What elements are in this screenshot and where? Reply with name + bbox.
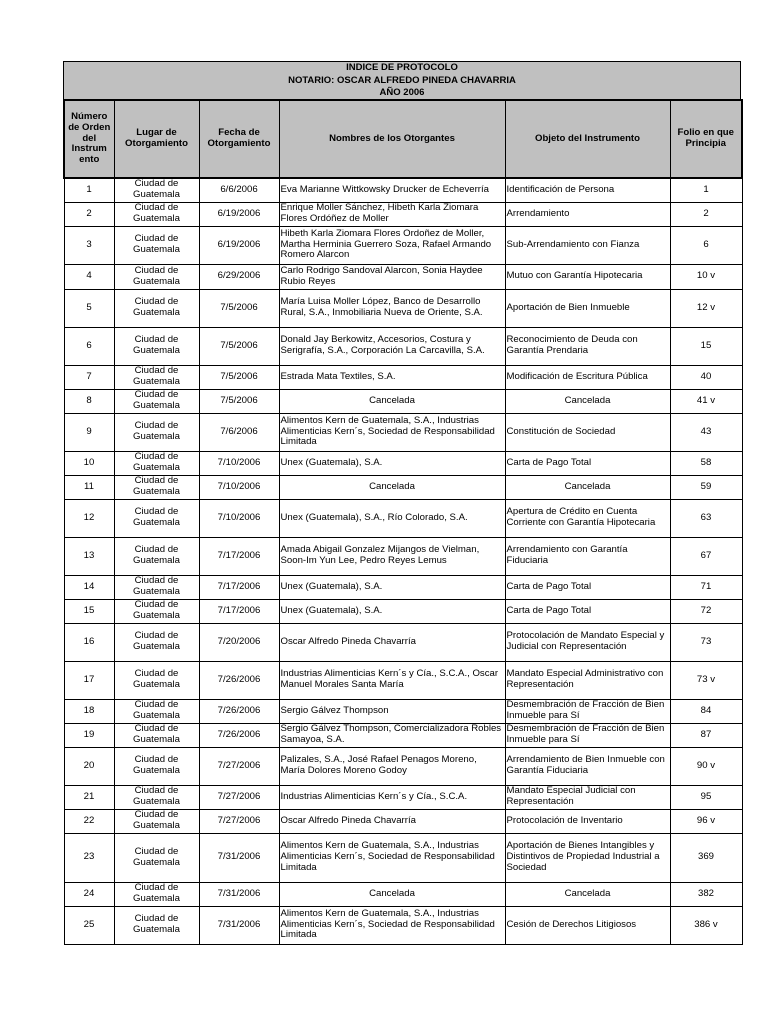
cell-lugar: Ciudad de Guatemala bbox=[114, 661, 199, 699]
table-row bbox=[64, 575, 742, 599]
table-row bbox=[64, 327, 742, 365]
cell-otorgantes: Alimentos Kern de Guatemala, S.A., Industrias Alimenticias Kern´s, Sociedad de Responsabilidad Limitada bbox=[279, 413, 505, 451]
table-row bbox=[64, 747, 742, 785]
table-row bbox=[64, 475, 742, 499]
cell-folio: 63 bbox=[670, 499, 742, 537]
cell-lugar: Ciudad de Guatemala bbox=[114, 475, 199, 499]
cell-objeto: Carta de Pago Total bbox=[505, 451, 670, 475]
cell-fecha: 7/5/2006 bbox=[199, 289, 279, 327]
cell-folio: 1 bbox=[670, 178, 742, 202]
table-row bbox=[64, 785, 742, 809]
cell-folio: 95 bbox=[670, 785, 742, 809]
cell-lugar: Ciudad de Guatemala bbox=[114, 389, 199, 413]
cell-numero: 22 bbox=[64, 809, 114, 833]
cell-numero: 6 bbox=[64, 327, 114, 365]
cell-fecha: 7/31/2006 bbox=[199, 882, 279, 906]
cell-lugar: Ciudad de Guatemala bbox=[114, 785, 199, 809]
cell-otorgantes: Cancelada bbox=[279, 389, 505, 413]
cell-folio: 73 v bbox=[670, 661, 742, 699]
cell-folio: 10 v bbox=[670, 264, 742, 289]
table-body bbox=[64, 178, 742, 944]
cell-numero: 1 bbox=[64, 178, 114, 202]
cell-folio: 43 bbox=[670, 413, 742, 451]
cell-lugar: Ciudad de Guatemala bbox=[114, 723, 199, 747]
title-line-1: INDICE DE PROTOCOLO bbox=[346, 62, 458, 73]
cell-objeto: Protocolación de Inventario bbox=[505, 809, 670, 833]
cell-fecha: 7/5/2006 bbox=[199, 365, 279, 389]
cell-lugar: Ciudad de Guatemala bbox=[114, 906, 199, 944]
cell-folio: 382 bbox=[670, 882, 742, 906]
table-row bbox=[64, 699, 742, 723]
cell-lugar: Ciudad de Guatemala bbox=[114, 809, 199, 833]
cell-fecha: 7/27/2006 bbox=[199, 747, 279, 785]
title-line-3: AÑO 2006 bbox=[379, 87, 425, 98]
table-row bbox=[64, 623, 742, 661]
table-row bbox=[64, 202, 742, 226]
col-header-otorgantes: Nombres de los Otorgantes bbox=[279, 100, 505, 178]
cell-lugar: Ciudad de Guatemala bbox=[114, 264, 199, 289]
cell-fecha: 7/10/2006 bbox=[199, 451, 279, 475]
cell-objeto: Mutuo con Garantía Hipotecaria bbox=[505, 264, 670, 289]
cell-objeto: Identificación de Persona bbox=[505, 178, 670, 202]
cell-folio: 87 bbox=[670, 723, 742, 747]
cell-otorgantes: Sergio Gálvez Thompson bbox=[279, 699, 505, 723]
cell-otorgantes: Cancelada bbox=[279, 882, 505, 906]
cell-objeto: Cancelada bbox=[505, 882, 670, 906]
cell-objeto: Arrendamiento bbox=[505, 202, 670, 226]
cell-folio: 72 bbox=[670, 599, 742, 623]
table-row bbox=[64, 178, 742, 202]
cell-numero: 23 bbox=[64, 833, 114, 882]
cell-lugar: Ciudad de Guatemala bbox=[114, 882, 199, 906]
cell-folio: 41 v bbox=[670, 389, 742, 413]
cell-fecha: 6/6/2006 bbox=[199, 178, 279, 202]
cell-otorgantes: Eva Marianne Wittkowsky Drucker de Echeverría bbox=[279, 178, 505, 202]
cell-folio: 59 bbox=[670, 475, 742, 499]
cell-otorgantes: Unex (Guatemala), S.A., Río Colorado, S.A. bbox=[279, 499, 505, 537]
cell-numero: 4 bbox=[64, 264, 114, 289]
cell-numero: 24 bbox=[64, 882, 114, 906]
cell-lugar: Ciudad de Guatemala bbox=[114, 699, 199, 723]
cell-fecha: 7/17/2006 bbox=[199, 575, 279, 599]
table-row bbox=[64, 599, 742, 623]
cell-folio: 73 bbox=[670, 623, 742, 661]
cell-lugar: Ciudad de Guatemala bbox=[114, 226, 199, 264]
cell-numero: 13 bbox=[64, 537, 114, 575]
cell-folio: 40 bbox=[670, 365, 742, 389]
cell-numero: 14 bbox=[64, 575, 114, 599]
cell-numero: 18 bbox=[64, 699, 114, 723]
cell-otorgantes: Alimentos Kern de Guatemala, S.A., Industrias Alimenticias Kern´s, Sociedad de Responsabilidad Limitada bbox=[279, 833, 505, 882]
cell-fecha: 7/20/2006 bbox=[199, 623, 279, 661]
cell-lugar: Ciudad de Guatemala bbox=[114, 327, 199, 365]
col-header-lugar: Lugar de Otorgamiento bbox=[114, 100, 199, 178]
cell-fecha: 7/26/2006 bbox=[199, 661, 279, 699]
table-row bbox=[64, 723, 742, 747]
cell-objeto: Sub-Arrendamiento con Fianza bbox=[505, 226, 670, 264]
cell-folio: 6 bbox=[670, 226, 742, 264]
cell-folio: 71 bbox=[670, 575, 742, 599]
table-row bbox=[64, 833, 742, 882]
cell-otorgantes: Carlo Rodrigo Sandoval Alarcon, Sonia Haydee Rubio Reyes bbox=[279, 264, 505, 289]
protocol-table bbox=[63, 99, 743, 945]
cell-fecha: 7/27/2006 bbox=[199, 785, 279, 809]
cell-fecha: 7/5/2006 bbox=[199, 389, 279, 413]
cell-otorgantes: Oscar Alfredo Pineda Chavarría bbox=[279, 809, 505, 833]
table-row bbox=[64, 289, 742, 327]
col-header-fecha: Fecha de Otorgamiento bbox=[199, 100, 279, 178]
cell-fecha: 7/6/2006 bbox=[199, 413, 279, 451]
cell-lugar: Ciudad de Guatemala bbox=[114, 178, 199, 202]
cell-otorgantes: María Luisa Moller López, Banco de Desarrollo Rural, S.A., Inmobiliaria Nueva de Oriente, S.A. bbox=[279, 289, 505, 327]
cell-fecha: 7/31/2006 bbox=[199, 833, 279, 882]
cell-folio: 90 v bbox=[670, 747, 742, 785]
cell-otorgantes: Palizales, S.A., José Rafael Penagos Moreno, María Dolores Moreno Godoy bbox=[279, 747, 505, 785]
cell-objeto: Carta de Pago Total bbox=[505, 575, 670, 599]
cell-otorgantes: Industrias Alimenticias Kern´s y Cía., S.C.A., Oscar Manuel Morales Santa María bbox=[279, 661, 505, 699]
col-header-folio: Folio en que Principia bbox=[670, 100, 742, 178]
cell-numero: 7 bbox=[64, 365, 114, 389]
cell-lugar: Ciudad de Guatemala bbox=[114, 289, 199, 327]
cell-objeto: Mandato Especial Judicial con Representación bbox=[505, 785, 670, 809]
cell-otorgantes: Unex (Guatemala), S.A. bbox=[279, 575, 505, 599]
cell-objeto: Mandato Especial Administrativo con Representación bbox=[505, 661, 670, 699]
cell-objeto: Aportación de Bienes Intangibles y Distintivos de Propiedad Industrial a Sociedad bbox=[505, 833, 670, 882]
cell-numero: 9 bbox=[64, 413, 114, 451]
cell-numero: 16 bbox=[64, 623, 114, 661]
cell-lugar: Ciudad de Guatemala bbox=[114, 202, 199, 226]
cell-otorgantes: Oscar Alfredo Pineda Chavarría bbox=[279, 623, 505, 661]
cell-lugar: Ciudad de Guatemala bbox=[114, 451, 199, 475]
cell-fecha: 7/31/2006 bbox=[199, 906, 279, 944]
cell-otorgantes: Industrias Alimenticias Kern´s y Cía., S.C.A. bbox=[279, 785, 505, 809]
cell-objeto: Apertura de Crédito en Cuenta Corriente con Garantía Hipotecaria bbox=[505, 499, 670, 537]
col-header-objeto: Objeto del Instrumento bbox=[505, 100, 670, 178]
cell-folio: 2 bbox=[670, 202, 742, 226]
table-row bbox=[64, 882, 742, 906]
cell-objeto: Cancelada bbox=[505, 389, 670, 413]
cell-lugar: Ciudad de Guatemala bbox=[114, 413, 199, 451]
cell-numero: 2 bbox=[64, 202, 114, 226]
cell-objeto: Modificación de Escritura Pública bbox=[505, 365, 670, 389]
cell-numero: 12 bbox=[64, 499, 114, 537]
table-row bbox=[64, 389, 742, 413]
cell-otorgantes: Sergio Gálvez Thompson, Comercializadora Robles Samayoa, S.A. bbox=[279, 723, 505, 747]
cell-folio: 58 bbox=[670, 451, 742, 475]
cell-numero: 5 bbox=[64, 289, 114, 327]
cell-fecha: 7/17/2006 bbox=[199, 599, 279, 623]
cell-folio: 386 v bbox=[670, 906, 742, 944]
cell-lugar: Ciudad de Guatemala bbox=[114, 833, 199, 882]
title-line-2: NOTARIO: OSCAR ALFREDO PINEDA CHAVARRIA bbox=[288, 74, 516, 86]
table-row bbox=[64, 906, 742, 944]
cell-otorgantes: Unex (Guatemala), S.A. bbox=[279, 599, 505, 623]
cell-otorgantes: Enrique Moller Sánchez, Hibeth Karla Ziomara Flores Ordóñez de Moller bbox=[279, 202, 505, 226]
cell-objeto: Aportación de Bien Inmueble bbox=[505, 289, 670, 327]
cell-lugar: Ciudad de Guatemala bbox=[114, 365, 199, 389]
cell-objeto: Protocolación de Mandato Especial y Judicial con Representación bbox=[505, 623, 670, 661]
cell-objeto: Arrendamiento con Garantía Fiduciaria bbox=[505, 537, 670, 575]
table-row bbox=[64, 499, 742, 537]
cell-lugar: Ciudad de Guatemala bbox=[114, 599, 199, 623]
table-row bbox=[64, 264, 742, 289]
cell-fecha: 7/26/2006 bbox=[199, 699, 279, 723]
cell-folio: 15 bbox=[670, 327, 742, 365]
cell-objeto: Arrendamiento de Bien Inmueble con Garantía Fiduciaria bbox=[505, 747, 670, 785]
cell-folio: 369 bbox=[670, 833, 742, 882]
cell-folio: 84 bbox=[670, 699, 742, 723]
cell-lugar: Ciudad de Guatemala bbox=[114, 537, 199, 575]
cell-lugar: Ciudad de Guatemala bbox=[114, 747, 199, 785]
cell-objeto: Cancelada bbox=[505, 475, 670, 499]
cell-fecha: 7/10/2006 bbox=[199, 475, 279, 499]
cell-fecha: 7/5/2006 bbox=[199, 327, 279, 365]
cell-fecha: 7/17/2006 bbox=[199, 537, 279, 575]
cell-fecha: 6/19/2006 bbox=[199, 202, 279, 226]
cell-otorgantes: Alimentos Kern de Guatemala, S.A., Industrias Alimenticias Kern´s, Sociedad de Responsabilidad Limitada bbox=[279, 906, 505, 944]
cell-fecha: 7/10/2006 bbox=[199, 499, 279, 537]
cell-otorgantes: Cancelada bbox=[279, 475, 505, 499]
protocol-index-sheet bbox=[63, 61, 741, 945]
cell-objeto: Constitución de Sociedad bbox=[505, 413, 670, 451]
cell-objeto: Carta de Pago Total bbox=[505, 599, 670, 623]
cell-numero: 15 bbox=[64, 599, 114, 623]
cell-folio: 67 bbox=[670, 537, 742, 575]
table-row bbox=[64, 413, 742, 451]
cell-fecha: 6/29/2006 bbox=[199, 264, 279, 289]
cell-numero: 19 bbox=[64, 723, 114, 747]
title-block bbox=[63, 61, 741, 99]
table-row bbox=[64, 365, 742, 389]
cell-numero: 8 bbox=[64, 389, 114, 413]
table-row bbox=[64, 226, 742, 264]
cell-numero: 10 bbox=[64, 451, 114, 475]
cell-fecha: 6/19/2006 bbox=[199, 226, 279, 264]
cell-objeto: Cesión de Derechos Litigiosos bbox=[505, 906, 670, 944]
cell-lugar: Ciudad de Guatemala bbox=[114, 623, 199, 661]
col-header-numero: Número de Orden del Instrum ento bbox=[64, 100, 114, 178]
cell-fecha: 7/26/2006 bbox=[199, 723, 279, 747]
cell-numero: 21 bbox=[64, 785, 114, 809]
cell-numero: 17 bbox=[64, 661, 114, 699]
cell-otorgantes: Donald Jay Berkowitz, Accesorios, Costura y Serigrafía, S.A., Corporación La Carcavilla, S.A. bbox=[279, 327, 505, 365]
table-row bbox=[64, 661, 742, 699]
cell-numero: 3 bbox=[64, 226, 114, 264]
cell-numero: 11 bbox=[64, 475, 114, 499]
cell-otorgantes: Hibeth Karla Ziomara Flores Ordoñez de Moller, Martha Herminia Guerrero Soza, Rafael Armando Romero Alarcon bbox=[279, 226, 505, 264]
cell-objeto: Reconocimiento de Deuda con Garantía Prendaria bbox=[505, 327, 670, 365]
cell-objeto: Desmembración de Fracción de Bien Inmueble para Sí bbox=[505, 699, 670, 723]
table-row bbox=[64, 537, 742, 575]
cell-lugar: Ciudad de Guatemala bbox=[114, 499, 199, 537]
cell-numero: 20 bbox=[64, 747, 114, 785]
cell-folio: 12 v bbox=[670, 289, 742, 327]
cell-folio: 96 v bbox=[670, 809, 742, 833]
cell-numero: 25 bbox=[64, 906, 114, 944]
cell-otorgantes: Unex (Guatemala), S.A. bbox=[279, 451, 505, 475]
cell-fecha: 7/27/2006 bbox=[199, 809, 279, 833]
table-header-row bbox=[64, 100, 742, 178]
cell-lugar: Ciudad de Guatemala bbox=[114, 575, 199, 599]
cell-otorgantes: Amada Abigail Gonzalez Mijangos de Vielman, Soon-Im Yun Lee, Pedro Reyes Lemus bbox=[279, 537, 505, 575]
cell-otorgantes: Estrada Mata Textiles, S.A. bbox=[279, 365, 505, 389]
table-row bbox=[64, 809, 742, 833]
table-row bbox=[64, 451, 742, 475]
cell-objeto: Desmembración de Fracción de Bien Inmueble para Sí bbox=[505, 723, 670, 747]
